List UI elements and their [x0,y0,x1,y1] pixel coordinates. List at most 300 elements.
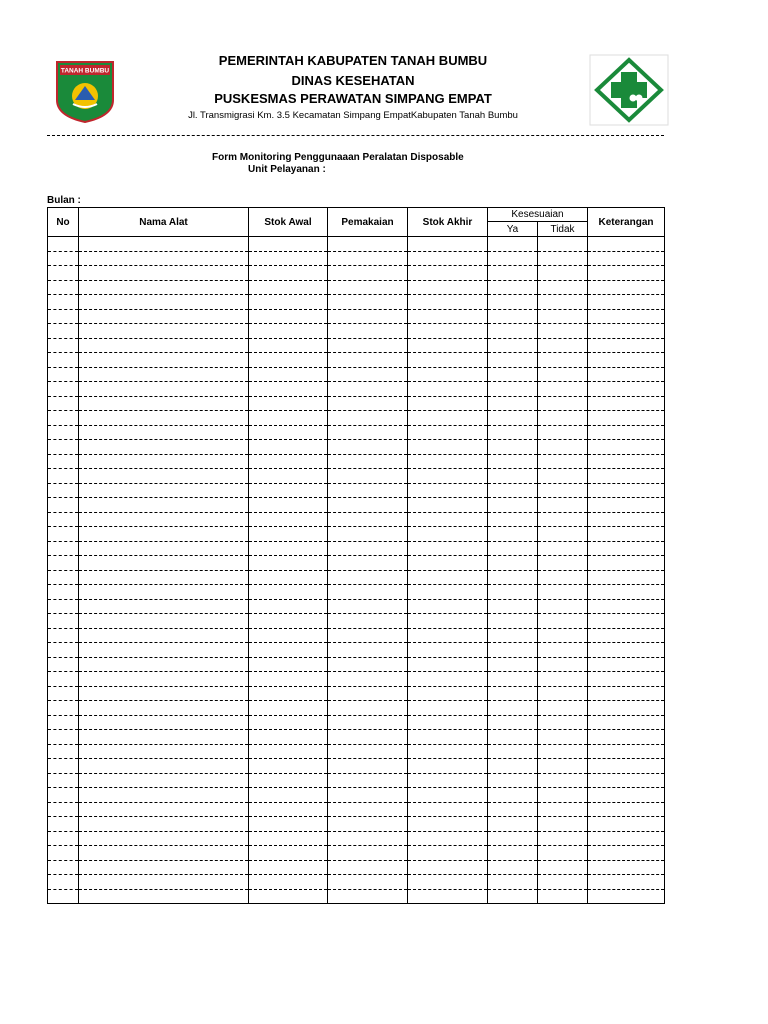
cell-tidak[interactable] [538,715,588,730]
cell-keterangan[interactable] [588,382,665,397]
cell-stok-awal[interactable] [249,237,328,252]
cell-stok-akhir[interactable] [408,469,488,484]
cell-pemakaian[interactable] [328,251,408,266]
cell-no[interactable] [48,831,79,846]
cell-pemakaian[interactable] [328,744,408,759]
cell-pemakaian[interactable] [328,411,408,426]
cell-pemakaian[interactable] [328,614,408,629]
cell-tidak[interactable] [538,788,588,803]
cell-no[interactable] [48,570,79,585]
cell-tidak[interactable] [538,860,588,875]
cell-nama-alat[interactable] [79,643,249,658]
cell-tidak[interactable] [538,295,588,310]
cell-nama-alat[interactable] [79,556,249,571]
cell-stok-akhir[interactable] [408,802,488,817]
cell-keterangan[interactable] [588,817,665,832]
cell-stok-akhir[interactable] [408,715,488,730]
cell-no[interactable] [48,541,79,556]
cell-nama-alat[interactable] [79,324,249,339]
cell-stok-awal[interactable] [249,483,328,498]
cell-no[interactable] [48,367,79,382]
cell-nama-alat[interactable] [79,773,249,788]
cell-no[interactable] [48,382,79,397]
cell-tidak[interactable] [538,846,588,861]
cell-stok-akhir[interactable] [408,599,488,614]
cell-keterangan[interactable] [588,701,665,716]
cell-pemakaian[interactable] [328,643,408,658]
cell-nama-alat[interactable] [79,817,249,832]
cell-nama-alat[interactable] [79,367,249,382]
cell-no[interactable] [48,527,79,542]
cell-stok-awal[interactable] [249,643,328,658]
cell-stok-akhir[interactable] [408,831,488,846]
cell-no[interactable] [48,773,79,788]
cell-stok-awal[interactable] [249,585,328,600]
cell-stok-akhir[interactable] [408,338,488,353]
cell-keterangan[interactable] [588,889,665,904]
cell-stok-akhir[interactable] [408,295,488,310]
cell-tidak[interactable] [538,425,588,440]
cell-nama-alat[interactable] [79,512,249,527]
cell-ya[interactable] [488,338,538,353]
cell-pemakaian[interactable] [328,657,408,672]
cell-pemakaian[interactable] [328,367,408,382]
cell-stok-awal[interactable] [249,411,328,426]
cell-pemakaian[interactable] [328,425,408,440]
cell-no[interactable] [48,353,79,368]
cell-ya[interactable] [488,802,538,817]
cell-keterangan[interactable] [588,483,665,498]
cell-stok-akhir[interactable] [408,585,488,600]
cell-no[interactable] [48,672,79,687]
cell-nama-alat[interactable] [79,527,249,542]
cell-ya[interactable] [488,599,538,614]
cell-keterangan[interactable] [588,309,665,324]
cell-stok-akhir[interactable] [408,440,488,455]
cell-no[interactable] [48,454,79,469]
cell-tidak[interactable] [538,411,588,426]
cell-no[interactable] [48,860,79,875]
cell-stok-awal[interactable] [249,570,328,585]
cell-keterangan[interactable] [588,773,665,788]
cell-tidak[interactable] [538,802,588,817]
cell-stok-awal[interactable] [249,425,328,440]
cell-keterangan[interactable] [588,643,665,658]
cell-keterangan[interactable] [588,744,665,759]
cell-stok-akhir[interactable] [408,367,488,382]
cell-tidak[interactable] [538,614,588,629]
cell-keterangan[interactable] [588,860,665,875]
cell-keterangan[interactable] [588,802,665,817]
cell-stok-awal[interactable] [249,759,328,774]
cell-no[interactable] [48,759,79,774]
cell-tidak[interactable] [538,309,588,324]
cell-ya[interactable] [488,570,538,585]
cell-keterangan[interactable] [588,280,665,295]
cell-stok-awal[interactable] [249,657,328,672]
cell-nama-alat[interactable] [79,396,249,411]
cell-stok-awal[interactable] [249,353,328,368]
cell-no[interactable] [48,280,79,295]
cell-pemakaian[interactable] [328,541,408,556]
cell-no[interactable] [48,396,79,411]
cell-tidak[interactable] [538,512,588,527]
cell-keterangan[interactable] [588,251,665,266]
cell-pemakaian[interactable] [328,585,408,600]
cell-tidak[interactable] [538,643,588,658]
cell-pemakaian[interactable] [328,280,408,295]
cell-no[interactable] [48,614,79,629]
cell-ya[interactable] [488,324,538,339]
cell-stok-akhir[interactable] [408,643,488,658]
cell-no[interactable] [48,411,79,426]
cell-pemakaian[interactable] [328,759,408,774]
cell-ya[interactable] [488,860,538,875]
cell-keterangan[interactable] [588,788,665,803]
cell-stok-awal[interactable] [249,860,328,875]
cell-tidak[interactable] [538,367,588,382]
cell-pemakaian[interactable] [328,440,408,455]
cell-ya[interactable] [488,425,538,440]
cell-ya[interactable] [488,483,538,498]
cell-stok-awal[interactable] [249,454,328,469]
cell-nama-alat[interactable] [79,889,249,904]
cell-stok-akhir[interactable] [408,657,488,672]
cell-no[interactable] [48,802,79,817]
cell-pemakaian[interactable] [328,324,408,339]
cell-stok-akhir[interactable] [408,744,488,759]
cell-ya[interactable] [488,309,538,324]
cell-stok-awal[interactable] [249,817,328,832]
cell-stok-awal[interactable] [249,889,328,904]
cell-no[interactable] [48,324,79,339]
cell-pemakaian[interactable] [328,512,408,527]
cell-stok-akhir[interactable] [408,788,488,803]
cell-stok-awal[interactable] [249,440,328,455]
cell-keterangan[interactable] [588,512,665,527]
cell-tidak[interactable] [538,483,588,498]
cell-stok-akhir[interactable] [408,454,488,469]
cell-stok-akhir[interactable] [408,672,488,687]
cell-stok-awal[interactable] [249,599,328,614]
cell-stok-akhir[interactable] [408,846,488,861]
cell-tidak[interactable] [538,280,588,295]
cell-tidak[interactable] [538,338,588,353]
cell-keterangan[interactable] [588,846,665,861]
cell-stok-akhir[interactable] [408,512,488,527]
cell-ya[interactable] [488,715,538,730]
cell-pemakaian[interactable] [328,860,408,875]
cell-nama-alat[interactable] [79,599,249,614]
cell-nama-alat[interactable] [79,353,249,368]
cell-keterangan[interactable] [588,672,665,687]
cell-nama-alat[interactable] [79,498,249,513]
cell-nama-alat[interactable] [79,831,249,846]
cell-tidak[interactable] [538,440,588,455]
cell-nama-alat[interactable] [79,251,249,266]
cell-ya[interactable] [488,440,538,455]
cell-stok-awal[interactable] [249,338,328,353]
cell-stok-akhir[interactable] [408,411,488,426]
cell-keterangan[interactable] [588,367,665,382]
cell-no[interactable] [48,498,79,513]
cell-ya[interactable] [488,411,538,426]
cell-nama-alat[interactable] [79,483,249,498]
cell-tidak[interactable] [538,831,588,846]
cell-stok-akhir[interactable] [408,817,488,832]
cell-keterangan[interactable] [588,440,665,455]
cell-stok-akhir[interactable] [408,556,488,571]
cell-stok-awal[interactable] [249,382,328,397]
cell-tidak[interactable] [538,382,588,397]
cell-tidak[interactable] [538,628,588,643]
cell-keterangan[interactable] [588,570,665,585]
cell-pemakaian[interactable] [328,469,408,484]
cell-stok-akhir[interactable] [408,251,488,266]
cell-ya[interactable] [488,672,538,687]
cell-nama-alat[interactable] [79,686,249,701]
cell-ya[interactable] [488,628,538,643]
cell-keterangan[interactable] [588,396,665,411]
cell-nama-alat[interactable] [79,802,249,817]
cell-nama-alat[interactable] [79,730,249,745]
cell-pemakaian[interactable] [328,686,408,701]
cell-keterangan[interactable] [588,237,665,252]
cell-stok-awal[interactable] [249,672,328,687]
cell-stok-awal[interactable] [249,469,328,484]
cell-tidak[interactable] [538,889,588,904]
cell-ya[interactable] [488,556,538,571]
cell-keterangan[interactable] [588,759,665,774]
cell-no[interactable] [48,715,79,730]
cell-stok-akhir[interactable] [408,541,488,556]
cell-no[interactable] [48,237,79,252]
cell-pemakaian[interactable] [328,527,408,542]
cell-no[interactable] [48,788,79,803]
cell-stok-akhir[interactable] [408,353,488,368]
cell-keterangan[interactable] [588,556,665,571]
cell-no[interactable] [48,440,79,455]
cell-nama-alat[interactable] [79,715,249,730]
cell-pemakaian[interactable] [328,309,408,324]
cell-no[interactable] [48,338,79,353]
cell-stok-akhir[interactable] [408,483,488,498]
cell-stok-awal[interactable] [249,295,328,310]
cell-tidak[interactable] [538,324,588,339]
cell-keterangan[interactable] [588,469,665,484]
cell-keterangan[interactable] [588,411,665,426]
cell-keterangan[interactable] [588,541,665,556]
cell-no[interactable] [48,686,79,701]
cell-ya[interactable] [488,295,538,310]
cell-stok-awal[interactable] [249,396,328,411]
cell-keterangan[interactable] [588,266,665,281]
cell-pemakaian[interactable] [328,817,408,832]
cell-ya[interactable] [488,585,538,600]
cell-ya[interactable] [488,657,538,672]
cell-stok-awal[interactable] [249,831,328,846]
cell-tidak[interactable] [538,599,588,614]
cell-nama-alat[interactable] [79,309,249,324]
cell-no[interactable] [48,628,79,643]
cell-no[interactable] [48,483,79,498]
cell-tidak[interactable] [538,759,588,774]
cell-stok-akhir[interactable] [408,237,488,252]
cell-ya[interactable] [488,367,538,382]
cell-ya[interactable] [488,875,538,890]
cell-pemakaian[interactable] [328,802,408,817]
cell-pemakaian[interactable] [328,628,408,643]
cell-no[interactable] [48,469,79,484]
cell-nama-alat[interactable] [79,672,249,687]
cell-keterangan[interactable] [588,454,665,469]
cell-keterangan[interactable] [588,498,665,513]
cell-ya[interactable] [488,280,538,295]
cell-ya[interactable] [488,701,538,716]
cell-nama-alat[interactable] [79,454,249,469]
cell-ya[interactable] [488,730,538,745]
cell-ya[interactable] [488,382,538,397]
cell-ya[interactable] [488,527,538,542]
cell-tidak[interactable] [538,701,588,716]
cell-stok-awal[interactable] [249,556,328,571]
cell-tidak[interactable] [538,672,588,687]
cell-pemakaian[interactable] [328,237,408,252]
cell-tidak[interactable] [538,527,588,542]
cell-ya[interactable] [488,237,538,252]
cell-tidak[interactable] [538,251,588,266]
cell-keterangan[interactable] [588,831,665,846]
cell-no[interactable] [48,875,79,890]
cell-stok-awal[interactable] [249,324,328,339]
cell-nama-alat[interactable] [79,846,249,861]
cell-ya[interactable] [488,759,538,774]
cell-no[interactable] [48,701,79,716]
cell-nama-alat[interactable] [79,440,249,455]
cell-tidak[interactable] [538,353,588,368]
cell-stok-awal[interactable] [249,686,328,701]
cell-nama-alat[interactable] [79,788,249,803]
cell-stok-awal[interactable] [249,527,328,542]
cell-ya[interactable] [488,454,538,469]
cell-tidak[interactable] [538,686,588,701]
cell-tidak[interactable] [538,570,588,585]
cell-pemakaian[interactable] [328,570,408,585]
cell-ya[interactable] [488,469,538,484]
cell-keterangan[interactable] [588,686,665,701]
cell-stok-akhir[interactable] [408,324,488,339]
cell-pemakaian[interactable] [328,338,408,353]
cell-keterangan[interactable] [588,527,665,542]
cell-no[interactable] [48,251,79,266]
cell-stok-awal[interactable] [249,730,328,745]
cell-pemakaian[interactable] [328,396,408,411]
cell-no[interactable] [48,295,79,310]
cell-no[interactable] [48,643,79,658]
cell-pemakaian[interactable] [328,353,408,368]
cell-no[interactable] [48,266,79,281]
cell-nama-alat[interactable] [79,585,249,600]
cell-stok-awal[interactable] [249,498,328,513]
cell-stok-awal[interactable] [249,788,328,803]
cell-tidak[interactable] [538,556,588,571]
cell-no[interactable] [48,599,79,614]
cell-stok-akhir[interactable] [408,266,488,281]
cell-tidak[interactable] [538,541,588,556]
cell-pemakaian[interactable] [328,672,408,687]
cell-pemakaian[interactable] [328,889,408,904]
cell-stok-akhir[interactable] [408,309,488,324]
cell-no[interactable] [48,730,79,745]
cell-pemakaian[interactable] [328,295,408,310]
cell-tidak[interactable] [538,396,588,411]
cell-tidak[interactable] [538,266,588,281]
cell-stok-awal[interactable] [249,773,328,788]
cell-pemakaian[interactable] [328,846,408,861]
cell-no[interactable] [48,657,79,672]
cell-stok-akhir[interactable] [408,570,488,585]
cell-no[interactable] [48,846,79,861]
cell-nama-alat[interactable] [79,875,249,890]
cell-nama-alat[interactable] [79,382,249,397]
cell-pemakaian[interactable] [328,730,408,745]
cell-stok-awal[interactable] [249,875,328,890]
cell-nama-alat[interactable] [79,266,249,281]
cell-stok-akhir[interactable] [408,280,488,295]
cell-stok-akhir[interactable] [408,686,488,701]
cell-ya[interactable] [488,817,538,832]
cell-no[interactable] [48,817,79,832]
cell-nama-alat[interactable] [79,759,249,774]
cell-tidak[interactable] [538,237,588,252]
cell-stok-akhir[interactable] [408,527,488,542]
cell-pemakaian[interactable] [328,454,408,469]
cell-pemakaian[interactable] [328,483,408,498]
cell-ya[interactable] [488,686,538,701]
cell-tidak[interactable] [538,773,588,788]
cell-nama-alat[interactable] [79,338,249,353]
cell-stok-awal[interactable] [249,512,328,527]
cell-stok-awal[interactable] [249,266,328,281]
cell-pemakaian[interactable] [328,773,408,788]
cell-tidak[interactable] [538,454,588,469]
cell-stok-akhir[interactable] [408,773,488,788]
cell-nama-alat[interactable] [79,628,249,643]
cell-keterangan[interactable] [588,295,665,310]
cell-no[interactable] [48,309,79,324]
cell-ya[interactable] [488,831,538,846]
cell-stok-awal[interactable] [249,628,328,643]
cell-ya[interactable] [488,846,538,861]
cell-keterangan[interactable] [588,585,665,600]
cell-nama-alat[interactable] [79,469,249,484]
cell-nama-alat[interactable] [79,280,249,295]
cell-stok-awal[interactable] [249,802,328,817]
cell-stok-akhir[interactable] [408,614,488,629]
cell-stok-awal[interactable] [249,367,328,382]
cell-tidak[interactable] [538,730,588,745]
cell-stok-awal[interactable] [249,614,328,629]
cell-keterangan[interactable] [588,599,665,614]
cell-pemakaian[interactable] [328,788,408,803]
cell-stok-awal[interactable] [249,309,328,324]
cell-nama-alat[interactable] [79,614,249,629]
cell-ya[interactable] [488,396,538,411]
cell-tidak[interactable] [538,657,588,672]
cell-stok-awal[interactable] [249,251,328,266]
cell-keterangan[interactable] [588,730,665,745]
cell-nama-alat[interactable] [79,657,249,672]
